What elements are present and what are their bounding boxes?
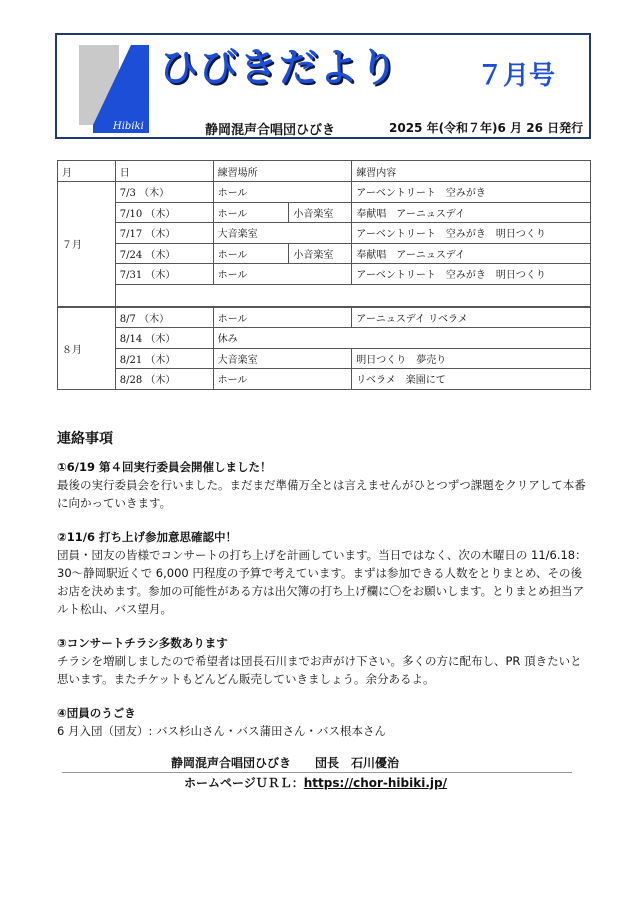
date-cell: 7/10 （木） <box>115 202 213 223</box>
logo-text: Hibiki <box>113 121 144 132</box>
newsletter-title: ひびきだより <box>159 46 400 91</box>
room-cell: 小音楽室 <box>289 243 352 264</box>
footer-divider <box>62 772 572 773</box>
table-row <box>58 202 591 223</box>
date-cell: 7/24 （木） <box>115 243 213 264</box>
publication-date: 2025 年(令和７年)6 月 26 日発行 <box>389 121 584 135</box>
place-cell: ホール <box>213 243 289 264</box>
practice-schedule-table <box>57 160 591 390</box>
table-row <box>58 328 591 349</box>
table-row <box>58 307 591 328</box>
place-cell: ホール <box>213 202 289 223</box>
notice-text: チラシを増刷しましたので希望者は団長石川までお声がけ下さい。多くの方に配布し、PR 頂きたいと思います。またチケットもどんどん販売していきましょう。余分あるよ。 <box>57 654 582 686</box>
table-row <box>58 223 591 244</box>
content-cell: アーベントリート 空みがき <box>352 182 591 203</box>
organization-name: 静岡混声合唱団ひびき <box>205 123 336 138</box>
footer-signature: 静岡混声合唱団ひびき 団長 石川優治 <box>171 756 400 770</box>
header-content: 練習内容 <box>352 161 591 182</box>
content-cell: アーベントリート 空みがき 明日つくり <box>352 264 591 285</box>
table-row <box>58 182 591 203</box>
table-header-row <box>58 161 591 182</box>
date-cell: 8/28 （木） <box>115 369 213 390</box>
empty-cell <box>115 284 590 306</box>
table-row <box>58 348 591 369</box>
table-row <box>58 243 591 264</box>
header-place: 練習場所 <box>213 161 352 182</box>
date-cell: 7/31 （木） <box>115 264 213 285</box>
notice-title: ②11/6 打ち上げ参加意思確認中！ <box>57 530 237 544</box>
footer-homepage <box>184 774 447 791</box>
header-month: 月 <box>58 161 116 182</box>
table-row <box>58 369 591 390</box>
room-cell: 小音楽室 <box>289 202 352 223</box>
content-cell: アーニュスデイ リベラメ <box>352 307 591 328</box>
notices-heading: 連絡事項 <box>57 431 113 447</box>
notice-title: ①6/19 第４回実行委員会開催しました！ <box>57 460 272 474</box>
notice-title: ④団員のうごき <box>57 706 136 720</box>
content-cell: アーベントリート 空みがき 明日つくり <box>352 223 591 244</box>
place-cell: 休み <box>213 328 590 349</box>
notice-text: 団員・団友の皆様でコンサートの打ち上げを計画しています。当日ではなく、次の木曜日の 11/6.18：30～静岡駅近くで 6,000 円程度の予算で考えています。まずは参加できる人数をとりまとめ、その後お店を決めます。参加の可能性がある方は出欠簿の打ち上げ欄に〇をお願いします。とりまとめ担当アルト松山、バス望月。 <box>57 548 587 616</box>
table-row-empty <box>58 284 591 306</box>
homepage-label: ホームページＵＲＬ： <box>184 776 304 790</box>
notice-item <box>57 704 591 740</box>
place-cell: ホール <box>213 182 352 203</box>
content-cell: 奉献唱 アーニュスデイ <box>352 243 591 264</box>
header-day: 日 <box>115 161 213 182</box>
notice-item <box>57 634 591 688</box>
homepage-link[interactable]: https://chor-hibiki.jp/ <box>303 776 447 790</box>
notice-item <box>57 528 591 618</box>
notice-text: 最後の実行委員会を行いました。まだまだ準備万全とは言えませんがひとつずつ課題をクリアして本番に向かっていきます。 <box>57 478 586 510</box>
content-cell: 明日つくり 夢売り <box>352 348 591 369</box>
month-cell-july: ７月 <box>58 182 116 307</box>
notices-section <box>57 430 591 756</box>
notice-text: 6 月入団（団友）: バス杉山さん・バス蒲田さん・バス根本さん <box>57 724 386 738</box>
place-cell: ホール <box>213 369 352 390</box>
place-cell: 大音楽室 <box>213 223 352 244</box>
place-cell: ホール <box>213 264 352 285</box>
content-cell: リベラメ 楽園にて <box>352 369 591 390</box>
notice-item <box>57 458 591 512</box>
date-cell: 8/7 （木） <box>115 307 213 328</box>
place-cell: 大音楽室 <box>213 348 352 369</box>
date-cell: 8/21 （木） <box>115 348 213 369</box>
date-cell: 8/14 （木） <box>115 328 213 349</box>
newsletter-header <box>55 33 591 139</box>
date-cell: 7/17 （木） <box>115 223 213 244</box>
issue-label: ７月号 <box>477 61 556 91</box>
hibiki-logo <box>79 45 149 133</box>
month-cell-august: ８月 <box>58 307 116 389</box>
table-row <box>58 264 591 285</box>
notice-title: ③コンサートチラシ多数あります <box>57 636 228 650</box>
content-cell: 奉献唱 アーニュスデイ <box>352 202 591 223</box>
place-cell: ホール <box>213 307 352 328</box>
date-cell: 7/3 （木） <box>115 182 213 203</box>
